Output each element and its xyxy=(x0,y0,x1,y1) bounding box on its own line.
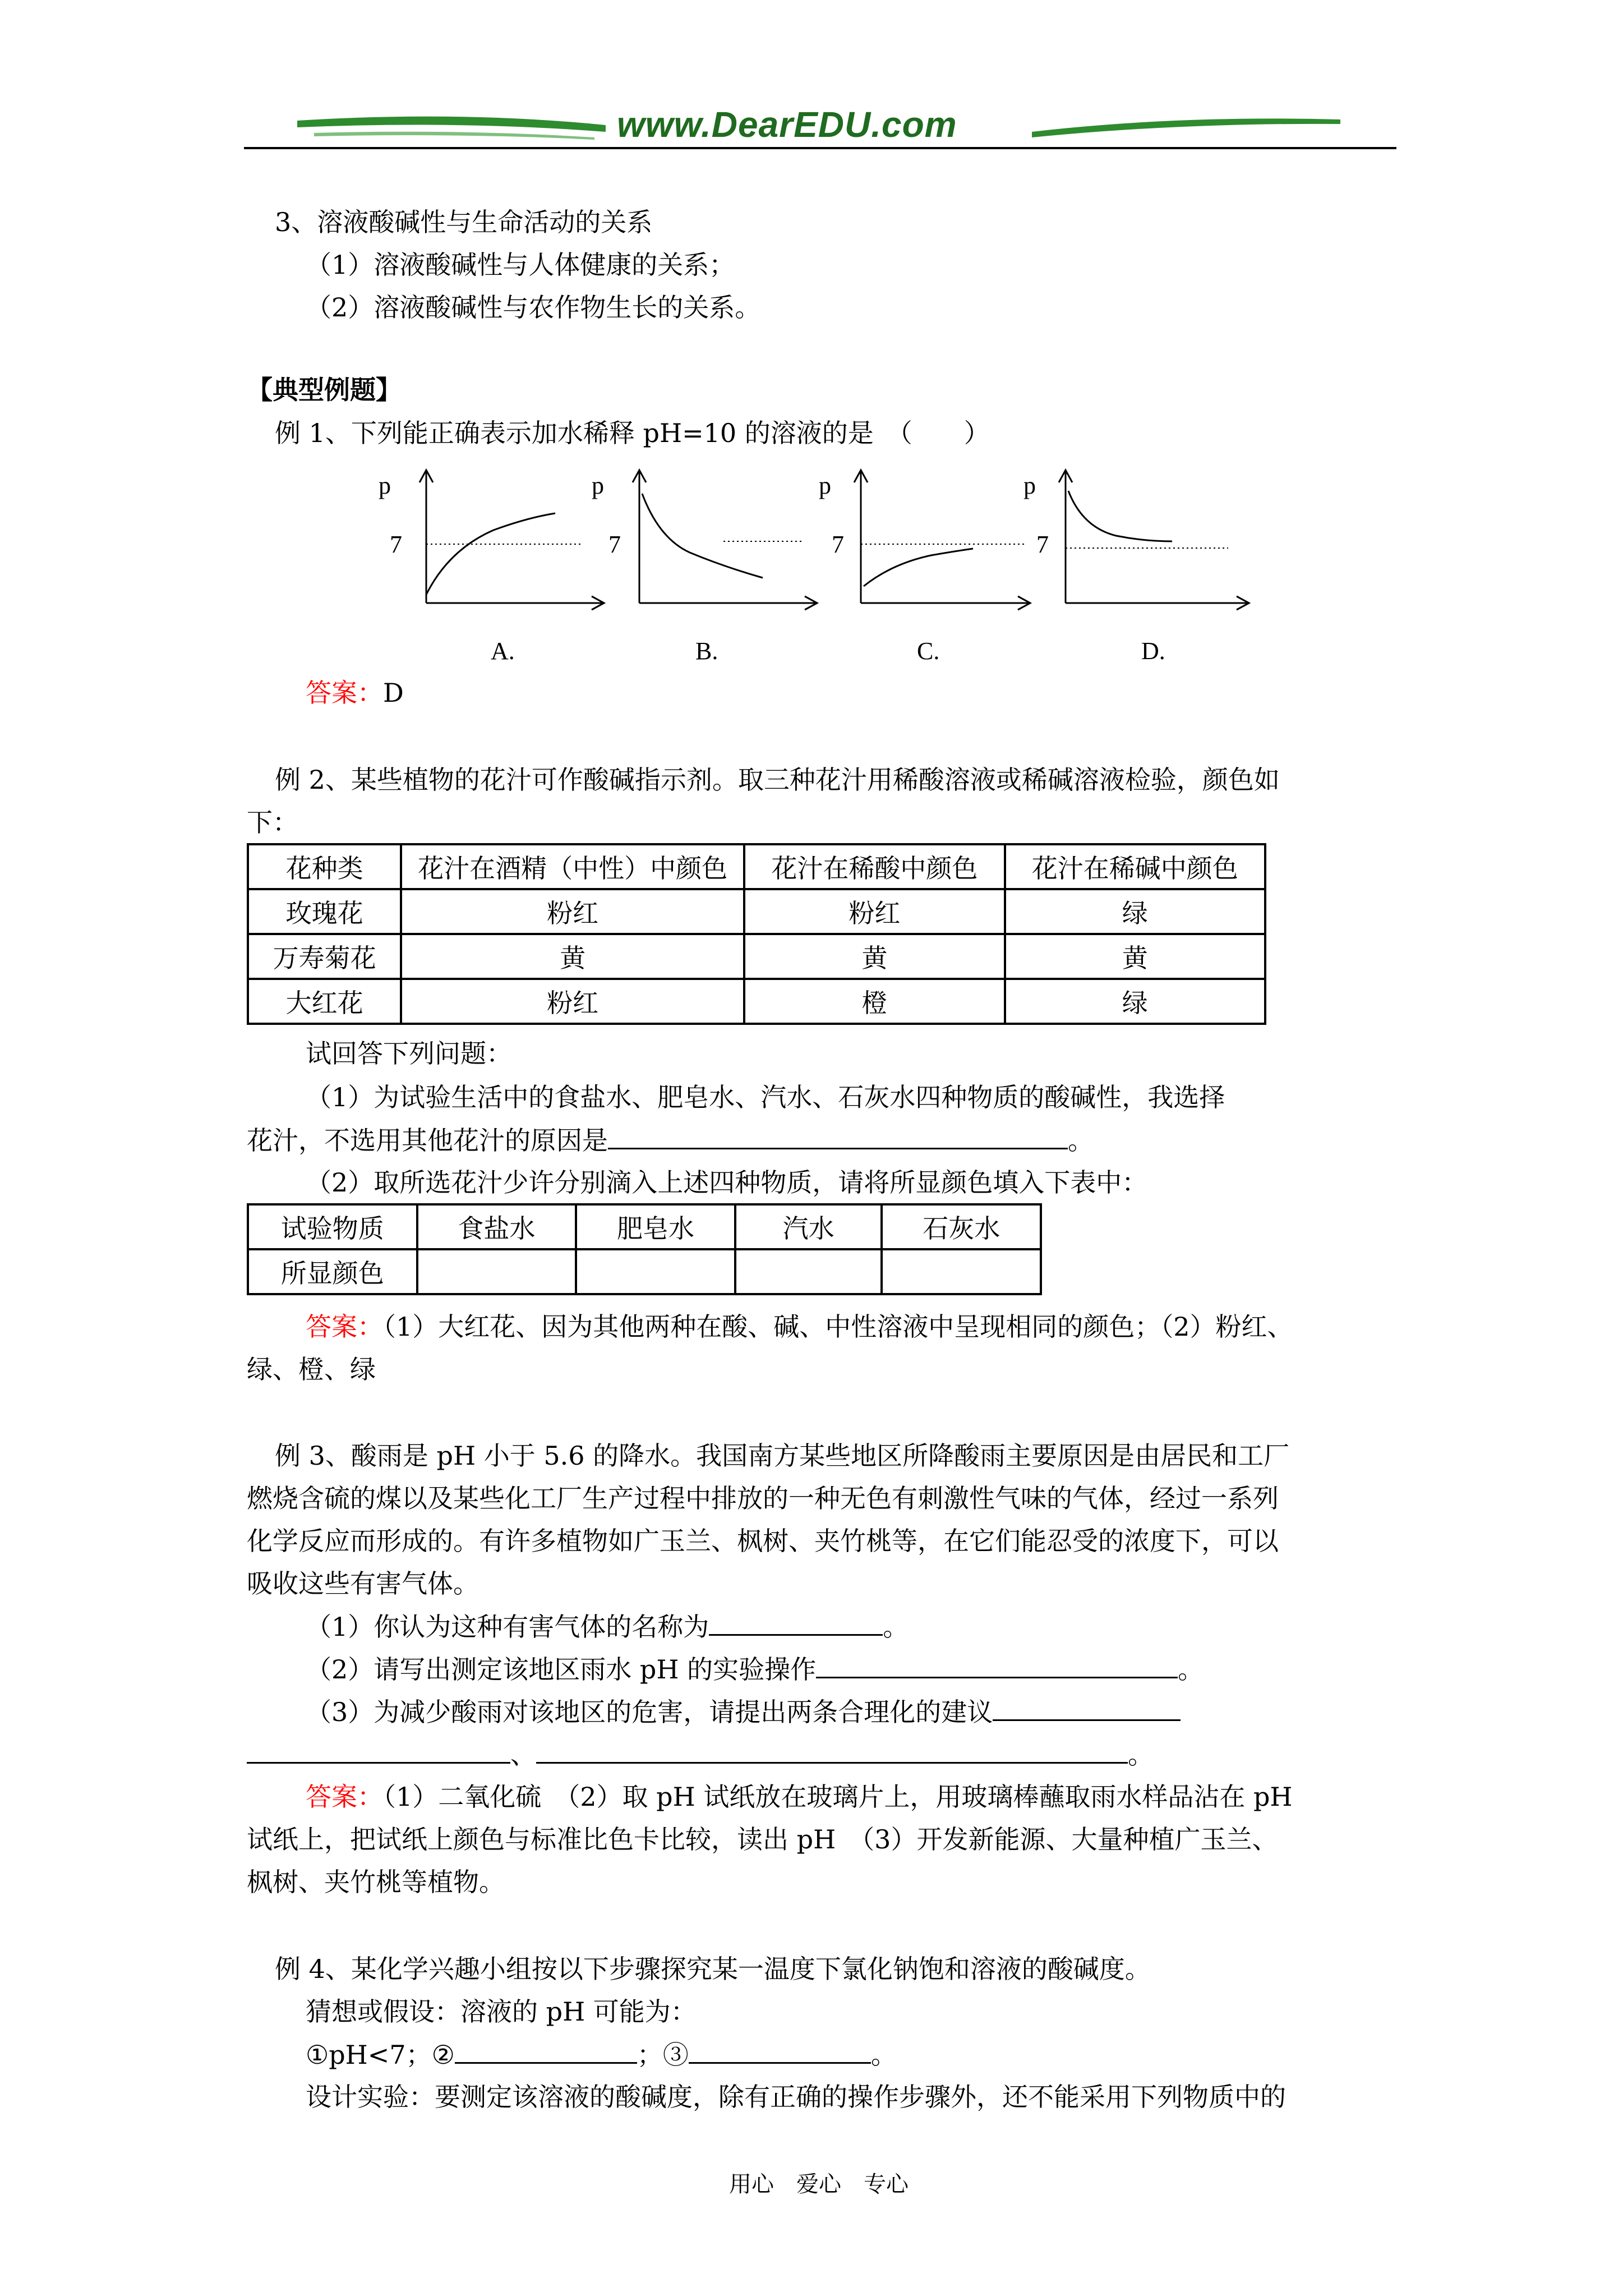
graph-d-label: D. xyxy=(1141,637,1165,665)
ex3-line2: 燃烧含硫的煤以及某些化工厂生产过程中排放的一种无色有刺激性气味的气体，经过一系列 xyxy=(247,1483,1279,1513)
ex3-q1 xyxy=(306,1609,909,1644)
table-header: 花种类 xyxy=(248,844,401,889)
ex2-prompt: 试回答下列问题： xyxy=(306,1038,512,1069)
ex4-blank-2[interactable] xyxy=(455,2037,637,2064)
ex3-q2-end: 。 xyxy=(1178,1654,1204,1685)
table-header: 花汁在酒精（中性）中颜色 xyxy=(401,844,744,889)
ex3-q3-text: （3）为减少酸雨对该地区的危害，请提出两条合理化的建议 xyxy=(306,1697,993,1727)
graph-a xyxy=(419,470,604,610)
ex3-q3-blank3[interactable] xyxy=(536,1737,1128,1764)
table-row xyxy=(248,934,1265,979)
table-row xyxy=(248,1249,1041,1294)
graph-c-axis-label: p xyxy=(819,472,831,499)
table-header: 花汁在稀酸中颜色 xyxy=(744,844,1004,889)
ex3-q3 xyxy=(306,1695,1181,1729)
section3-title: 3、溶液酸碱性与生命活动的关系 xyxy=(275,207,653,237)
graph-d-axis-label: p xyxy=(1023,472,1036,499)
ex3-q1-blank[interactable] xyxy=(709,1609,883,1636)
ex1-answer-text: D xyxy=(383,678,404,708)
examples-heading: 【典型例题】 xyxy=(247,375,402,405)
ex3-q3-blank[interactable] xyxy=(993,1695,1181,1721)
graph-c-label: C. xyxy=(917,637,940,665)
ex4-design: 设计实验：要测定该溶液的酸碱度，除有正确的操作步骤外，还不能采用下列物质中的 xyxy=(306,2082,1286,2112)
ex2-answer-label: 答案： xyxy=(306,1312,383,1342)
graph-b-axis-label: p xyxy=(592,472,604,499)
ex4-line1: 例 4、某化学兴趣小组按以下步骤探究某一温度下氯化钠饱和溶液的酸碱度。 xyxy=(275,1954,1151,1984)
ex2-question-line2: 下： xyxy=(247,807,298,838)
ex4-options-end: 。 xyxy=(870,2040,897,2070)
ex1-answer-label: 答案： xyxy=(306,678,383,708)
table-header: 试验物质 xyxy=(248,1204,417,1249)
table-cell: 黄 xyxy=(401,934,744,979)
ex3-q1-end: 。 xyxy=(883,1612,909,1642)
table-cell: 黄 xyxy=(1005,934,1265,979)
ex2-answer-line2: 绿、橙、绿 xyxy=(247,1354,376,1384)
ex3-sep: 、 xyxy=(510,1740,536,1770)
table-cell: 橙 xyxy=(744,979,1004,1024)
ex2-answer-text: （1）大红花、因为其他两种在酸、碱、中性溶液中呈现相同的颜色；（2）粉红、 xyxy=(383,1312,1293,1342)
table-cell: 粉红 xyxy=(401,979,744,1024)
ex3-answer-line2: 试纸上，把试纸上颜色与标准比色卡比较，读出 pH （3）开发新能源、大量种植广玉兰、 xyxy=(247,1824,1278,1855)
ex3-q3-blank2[interactable] xyxy=(247,1737,510,1764)
ex3-answer-line3: 枫树、夹竹桃等植物。 xyxy=(247,1867,505,1897)
section3-item1: （1）溶液酸碱性与人体健康的关系； xyxy=(306,250,735,280)
header-logo xyxy=(292,98,1346,160)
table-row xyxy=(248,979,1265,1024)
graph-b-ref-value: 7 xyxy=(608,531,621,558)
ex3-q3-line2 xyxy=(247,1737,1154,1772)
ex1-graphs xyxy=(353,460,1251,673)
color-table xyxy=(247,1203,1042,1295)
table-cell: 粉红 xyxy=(401,889,744,934)
table-cell: 绿 xyxy=(1005,889,1265,934)
ex3-answer-label: 答案： xyxy=(306,1782,383,1812)
table-cell: 所显颜色 xyxy=(248,1249,417,1294)
ex3-answer-line1 xyxy=(306,1780,1293,1814)
ex3-q2-text: （2）请写出测定该地区雨水 pH 的实验操作 xyxy=(306,1654,817,1685)
table-cell: 绿 xyxy=(1005,979,1265,1024)
flower-table xyxy=(247,843,1266,1025)
graph-c xyxy=(854,470,1030,610)
ex2-answer-line1 xyxy=(306,1310,1293,1343)
table-header: 石灰水 xyxy=(882,1204,1041,1249)
table-cell: 粉红 xyxy=(744,889,1004,934)
table-cell: 黄 xyxy=(744,934,1004,979)
ex2-q1-line2 xyxy=(247,1123,1094,1157)
graph-b xyxy=(633,470,817,610)
ex1-answer xyxy=(306,676,404,710)
ex2-q1-blank[interactable] xyxy=(608,1123,1068,1149)
ex3-q3-end: 。 xyxy=(1128,1740,1154,1770)
graph-b-label: B. xyxy=(695,637,718,665)
section3-item2: （2）溶液酸碱性与农作物生长的关系。 xyxy=(306,292,761,323)
ex3-line4: 吸收这些有害气体。 xyxy=(247,1568,479,1599)
ex3-q2 xyxy=(306,1652,1204,1686)
ex3-line1: 例 3、酸雨是 pH 小于 5.6 的降水。我国南方某些地区所降酸雨主要原因是由居民和工厂 xyxy=(275,1441,1290,1471)
header-rule xyxy=(244,147,1396,149)
ex2-question-line1: 例 2、某些植物的花汁可作酸碱指示剂。取三种花汁用稀酸溶液或稀碱溶液检验，颜色如 xyxy=(275,765,1280,795)
ex2-q1-line1: （1）为试验生活中的食盐水、肥皂水、汽水、石灰水四种物质的酸碱性，我选择 xyxy=(306,1082,1225,1112)
ex1-question: 例 1、下列能正确表示加水稀释 pH=10 的溶液的是 （ ） xyxy=(275,418,990,448)
ex2-q2: （2）取所选花汁少许分别滴入上述四种物质，请将所显颜色填入下表中： xyxy=(306,1167,1148,1198)
ex2-q1-end: 。 xyxy=(1068,1125,1094,1156)
graph-a-ref-value: 7 xyxy=(390,531,402,558)
ex4-hypothesis: 猜想或假设：溶液的 pH 可能为： xyxy=(306,1996,697,2027)
ex4-options-mid: ；③ xyxy=(637,2040,689,2070)
graph-a-axis-label: p xyxy=(379,472,391,499)
ex4-blank-3[interactable] xyxy=(689,2037,871,2064)
table-header: 汽水 xyxy=(735,1204,882,1249)
table-header-row xyxy=(248,844,1265,889)
page-footer: 用心 爱心 专心 xyxy=(729,2171,909,2197)
graph-d-ref-value: 7 xyxy=(1036,531,1049,558)
ex4-options-start: ①pH<7；② xyxy=(306,2040,455,2070)
logo-text: www.DearEDU.com xyxy=(617,104,957,145)
table-header: 花汁在稀碱中颜色 xyxy=(1005,844,1265,889)
graph-d xyxy=(1059,470,1249,610)
ex3-q1-text: （1）你认为这种有害气体的名称为 xyxy=(306,1612,709,1642)
table-cell: 大红花 xyxy=(248,979,401,1024)
ex2-q1-text: 花汁，不选用其他花汁的原因是 xyxy=(247,1125,608,1156)
graph-a-label: A. xyxy=(491,637,515,665)
table-header: 肥皂水 xyxy=(576,1204,735,1249)
answer-cell[interactable] xyxy=(882,1249,1041,1294)
graph-c-ref-value: 7 xyxy=(832,531,844,558)
ex4-options xyxy=(306,2037,897,2072)
table-row xyxy=(248,889,1265,934)
table-header: 食盐水 xyxy=(417,1204,577,1249)
ex3-line3: 化学反应而形成的。有许多植物如广玉兰、枫树、夹竹桃等，在它们能忍受的浓度下，可以 xyxy=(247,1526,1279,1556)
table-cell: 玫瑰花 xyxy=(248,889,401,934)
answer-cell[interactable] xyxy=(417,1249,577,1294)
answer-cell[interactable] xyxy=(576,1249,735,1294)
ex3-answer-text: （1）二氧化硫 （2）取 pH 试纸放在玻璃片上，用玻璃棒蘸取雨水样品沾在 pH xyxy=(383,1782,1293,1812)
answer-cell[interactable] xyxy=(735,1249,882,1294)
ex3-q2-blank[interactable] xyxy=(816,1652,1178,1678)
table-header-row xyxy=(248,1204,1041,1249)
table-cell: 万寿菊花 xyxy=(248,934,401,979)
